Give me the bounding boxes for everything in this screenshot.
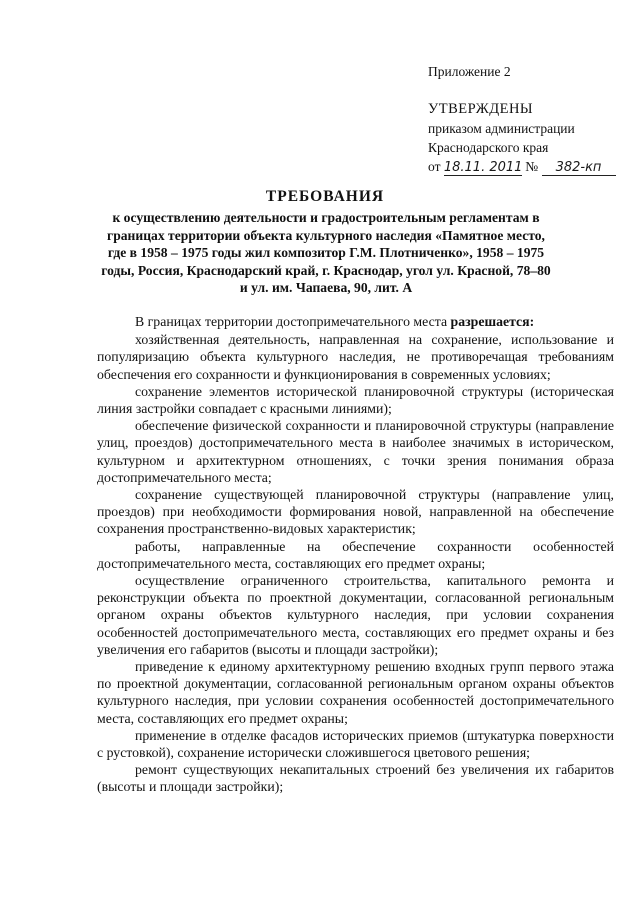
date-prefix: от	[428, 159, 441, 174]
order-number-handwritten: 382-кп	[542, 161, 616, 176]
list-item: сохранение существующей планировочной структуры (направление улиц, проездов) при необходимости формирования новой, направленной на обеспечение сохранения пространственно-видовых характеристик;	[97, 487, 614, 537]
approval-line-1: приказом администрации	[428, 121, 575, 136]
list-item: работы, направленные на обеспечение сохранности особенностей достопримечательного места, составляющих его предмет охраны;	[97, 538, 614, 571]
lead-text: В границах территории достопримечательного места	[135, 314, 451, 329]
order-date-handwritten: 18.11. 2011	[443, 160, 523, 175]
appendix-label: Приложение 2	[428, 64, 511, 79]
lead-paragraph	[97, 313, 614, 330]
number-prefix: №	[525, 159, 539, 174]
approval-stamp	[428, 100, 628, 176]
lead-bold: разрешается:	[450, 314, 535, 329]
list-item: ремонт существующих некапитальных строений без увеличения их габаритов (высоты и площади застройки);	[97, 762, 614, 795]
document-body	[97, 313, 614, 796]
approval-heading: УТВЕРЖДЕНЫ	[428, 101, 534, 117]
approval-line-2: Краснодарского края	[428, 140, 549, 155]
list-item: хозяйственная деятельность, направленная на сохранение, использование и популяризацию объекта культурного наследия, не противоречащая требованиям обеспечения его сохранности и функционирования в современных условиях;	[97, 332, 614, 382]
approval-date-line	[428, 157, 628, 176]
list-item: приведение к единому архитектурному решению входных групп первого этажа по проектной документации, согласованной региональным органом охраны объектов культурного наследия, при условии сохранения особенностей достопримечательного места, составляющих его предмет охраны;	[97, 659, 614, 726]
document-title: ТРЕБОВАНИЯ	[265, 188, 385, 205]
list-item: обеспечение физической сохранности и планировочной структуры (направление улиц, проездов) достопримечательного места в наиболее значимых в историческом, культурном и архитектурном отношениях, с точки зрения понимания образа достопримечательного места;	[97, 418, 614, 485]
document-subtitle: к осуществлению деятельности и градостроительным регламентам в границах территории объекта культурного наследия «Памятное место, где в 1958 – 1975 годы жил композитор Г.М. Плотниченко», 1958 – 1975 годы, Россия, Краснодарский край, г. Краснодар, угол ул. Красной, 78–80 и ул. им. Чапаева, 90, лит. А	[101, 210, 551, 295]
list-item: сохранение элементов исторической планировочной структуры (историческая линия застройки совпадает с красными линиями);	[97, 383, 614, 417]
list-item: осуществление ограниченного строительства, капитального ремонта и реконструкции объекта по проектной документации, согласованной региональным органом охраны объектов культурного наследия, при условии сохранения особенностей достопримечательного места, составляющих его предмет охраны и без увеличения его габаритов (высоты и площади застройки);	[97, 573, 614, 657]
list-item: применение в отделке фасадов исторических приемов (штукатурка поверхности с рустовкой), сохранение исторически сложившегося цветового решения;	[97, 727, 614, 761]
